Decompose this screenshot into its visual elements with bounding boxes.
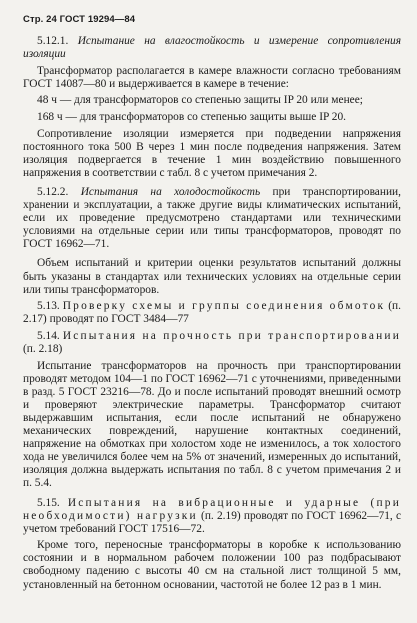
section-title: Испытания на прочность при транспортировании — [62, 329, 401, 342]
section-number: 5.12.2. — [37, 185, 69, 198]
section-title: Испытания на вибрационные и ударные (при необходимости) нагрузки — [23, 496, 401, 522]
paragraph: Объем испытаний и критерии оценки результатов испытаний должны быть указаны в стандартах или технических условиях на отдельные серии или типы трансформаторов. — [23, 257, 401, 296]
paragraph: Испытание трансформаторов на прочность при транспортировании проводят методом 104—1 по ГОСТ 16962—71 с уточнениями, приведенными в разд. 5 ГОСТ 23216—78. До и после испытаний проводят внешний осмотр и проверяют электрические параметры. Трансформатор считают выдержавшим испытания, если после испытаний не обнаружено механических повреждений, нарушение контактных соединений, напряжение на обмотках при холостом ходе не изменилось, а ток холостого хода не увеличился более чем на 5% от значений, измеренных до испытаний, изоляция должна выдержать испытания по табл. 8 с учетом примечания 2 и п. 5.4. — [23, 359, 401, 490]
paragraph: 168 ч — для трансформаторов со степенью защиты выше IP 20. — [37, 110, 346, 123]
paragraph: Трансформатор располагается в камере влажности согласно требованиям ГОСТ 14087—80 и выдерживается в камере в течение: — [23, 64, 401, 90]
section-reference: (п. 2.17) проводят по ГОСТ 3484—77 — [23, 300, 401, 326]
section-title: Испытания на холодостойкость — [80, 185, 261, 198]
paragraph: 48 ч — для трансформаторов со степенью защиты IP 20 или менее; — [37, 94, 363, 107]
section-number: 5.12.1. — [37, 35, 69, 47]
section-number: 5.13. — [37, 300, 60, 313]
section-5-15 — [23, 497, 401, 536]
section-5-12-1-heading — [23, 35, 401, 61]
paragraph: Кроме того, переносные трансформаторы в коробке к использованию состоянии и в нормальном рабочем положении 100 раз подбрасывают свободному падению с высоты 40 см на стальной лист толщиной 5 мм, установленный на бетонном основании, частотой не более 12 раз в 1 мин. — [23, 539, 401, 591]
section-reference: (п. 2.18) — [23, 342, 63, 355]
page-content — [23, 35, 401, 592]
page-header: Стр. 24 ГОСТ 19294—84 — [23, 14, 136, 25]
paragraph: Сопротивление изоляции измеряется при подведении напряжения постоянного тока 500 В через 1 мин после подведения напряжения. Затем изоляция подвергается в течение 1 мин воздействию повышенного напряжения в соответствии с табл. 8 с учетом примечания 2. — [23, 127, 401, 179]
section-5-12-2 — [23, 186, 401, 251]
section-reference: (п. 2.19) проводят по ГОСТ 16962—71, с учетом требований ГОСТ 17516—72. — [23, 509, 401, 535]
section-5-13 — [23, 300, 401, 326]
section-title: Испытание на влагостойкость и измерение сопротивления изоляции — [23, 35, 401, 61]
section-5-14-heading — [23, 330, 401, 356]
section-title: Проверку схемы и группы соединения обмоток — [62, 300, 386, 313]
section-number: 5.15. — [37, 496, 60, 509]
section-number: 5.14. — [37, 329, 60, 342]
section-text: при транспортировании, хранении и эксплуатации, а также другие виды климатических испытаний, если их проведение предусмотрено стандартами или техническими условиями на отдельные серии или типы трансформаторов, проводят по ГОСТ 16962—71. — [23, 185, 401, 251]
